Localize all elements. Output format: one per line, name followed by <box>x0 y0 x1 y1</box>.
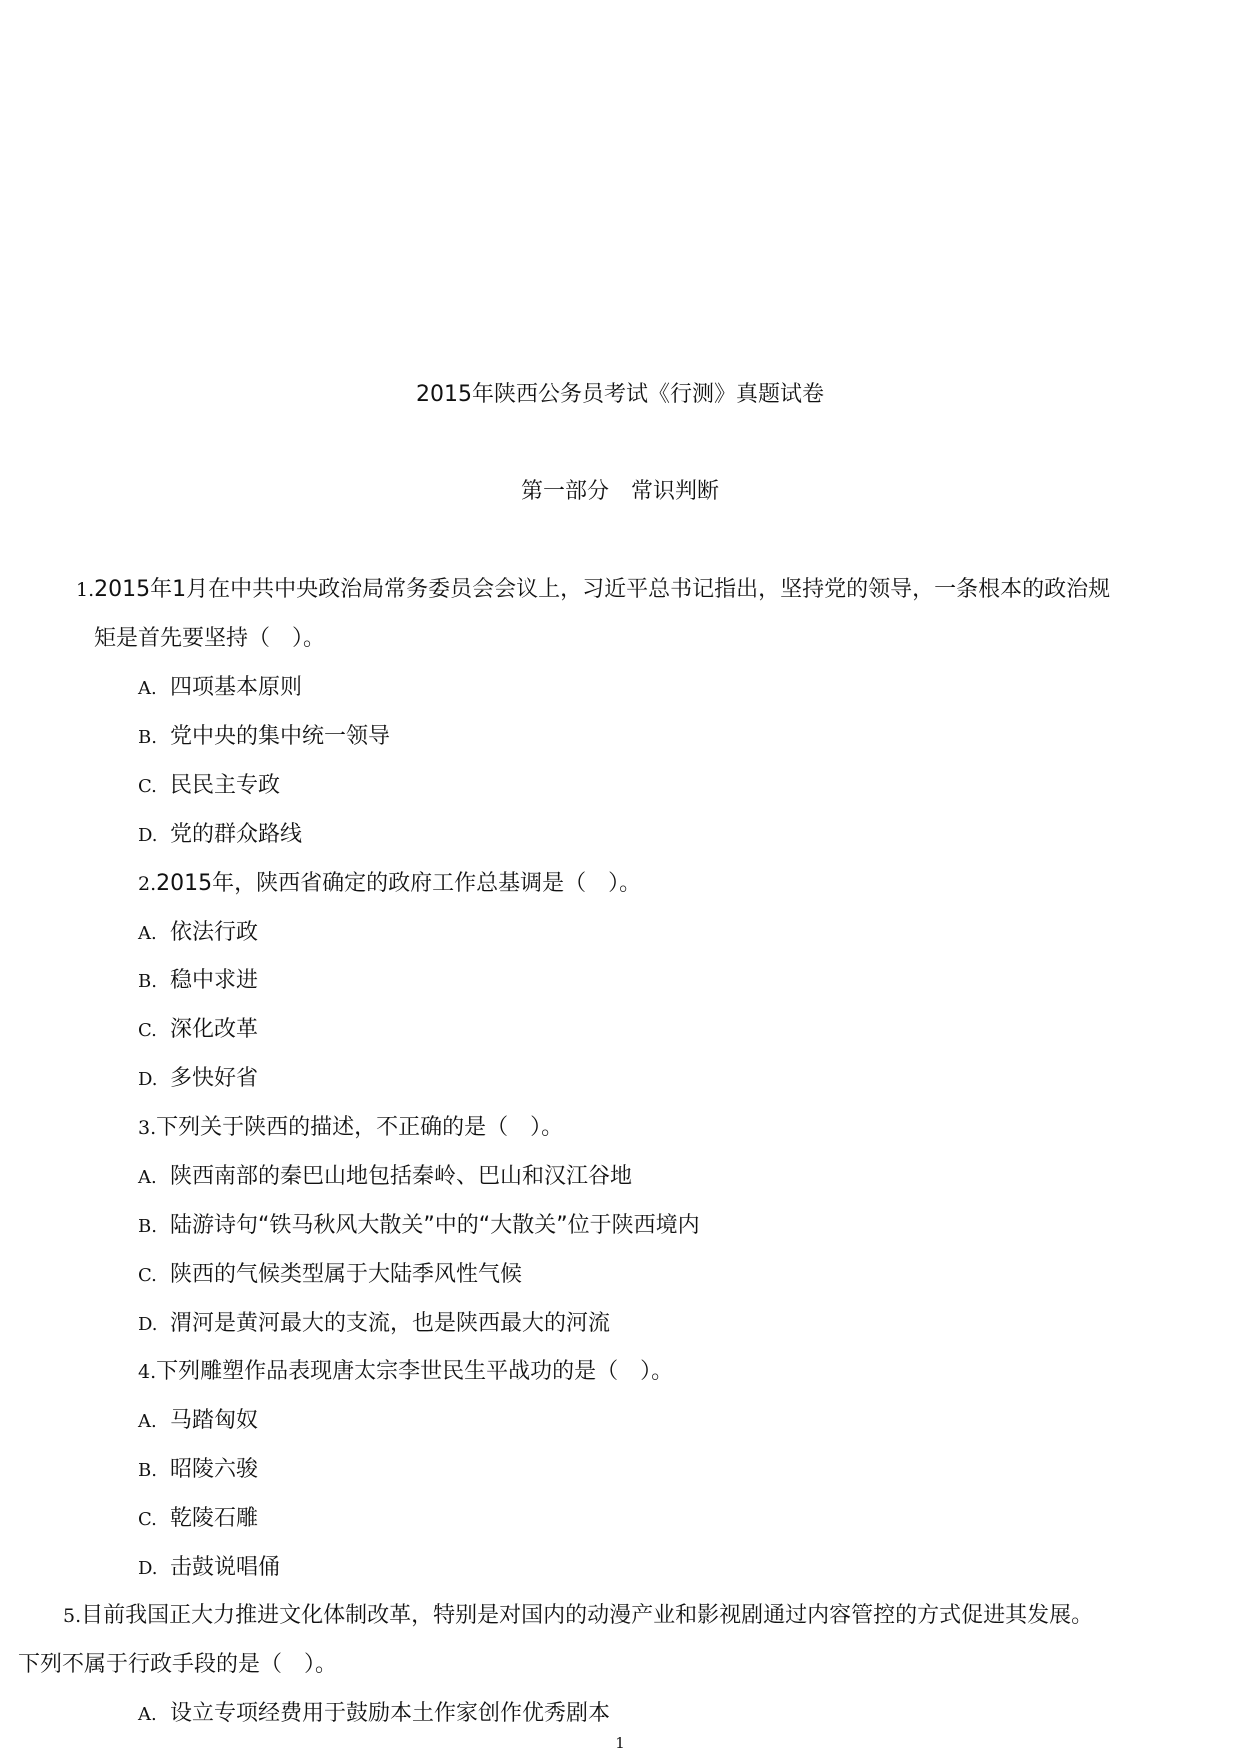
question-number: 4. <box>138 1361 157 1383</box>
option-text: 击鼓说唱俑 <box>170 1555 281 1580</box>
question-number: 1. <box>76 579 95 601</box>
option-1a <box>138 677 302 699</box>
option-letter: B. <box>138 1216 157 1237</box>
page-number: 1 <box>615 1734 625 1752</box>
option-text: 渭河是黄河最大的支流，也是陕西最大的河流 <box>170 1311 611 1336</box>
option-letter: B. <box>138 1460 157 1481</box>
question-text: 目前我国正大力推进文化体制改革，特别是对国内的动漫产业和影视剧通过内容管控的方式促进其发展。 <box>81 1603 1094 1628</box>
option-1c <box>138 775 280 797</box>
option-text: 稳中求进 <box>170 968 259 993</box>
option-3a <box>138 1166 632 1188</box>
option-3b <box>138 1215 700 1237</box>
option-text: 乾陵石雕 <box>170 1506 259 1531</box>
option-text: 多快好省 <box>170 1066 259 1091</box>
option-5a <box>138 1703 610 1725</box>
question-number: 5. <box>63 1605 82 1627</box>
option-letter: C. <box>138 1020 157 1041</box>
option-letter: B. <box>138 727 157 748</box>
option-4c <box>138 1508 258 1530</box>
option-3c <box>138 1264 522 1286</box>
option-2d <box>138 1068 258 1090</box>
option-text: 四项基本原则 <box>170 675 303 700</box>
option-letter: C. <box>138 1509 157 1530</box>
question-2 <box>138 873 641 895</box>
option-2c <box>138 1019 258 1041</box>
option-text: 陆游诗句“铁马秋风大散关”中的“大散关”位于陕西境内 <box>170 1213 700 1238</box>
option-letter: A. <box>138 1167 157 1188</box>
question-text: 下列关于陕西的描述，不正确的是（ ）。 <box>156 1115 564 1140</box>
option-text: 民民主专政 <box>170 773 281 798</box>
question-1-line-2: 矩是首先要坚持（ ）。 <box>94 626 326 651</box>
question-4 <box>138 1361 673 1383</box>
option-text: 依法行政 <box>170 920 259 945</box>
option-text: 昭陵六骏 <box>170 1457 259 1482</box>
section-heading: 第一部分 常识判断 <box>520 479 719 504</box>
option-letter: A. <box>138 923 157 944</box>
option-letter: A. <box>138 678 157 699</box>
question-3 <box>138 1117 563 1139</box>
option-3d <box>138 1313 610 1335</box>
question-text: 2015年1月在中共中央政治局常务委员会会议上，习近平总书记指出，坚持党的领导，一条根本的政治规 <box>94 577 1111 602</box>
document-title: 2015年陕西公务员考试《行测》真题试卷 <box>416 382 824 407</box>
question-text: 2015年，陕西省确定的政府工作总基调是（ ）。 <box>156 871 642 896</box>
option-letter: C. <box>138 776 157 797</box>
option-2a <box>138 922 258 944</box>
option-text: 党中央的集中统一领导 <box>170 724 391 749</box>
option-text: 陕西的气候类型属于大陆季风性气候 <box>170 1262 523 1287</box>
option-1d <box>138 824 302 846</box>
option-letter: B. <box>138 971 157 992</box>
option-letter: D. <box>138 1558 158 1579</box>
option-4a <box>138 1410 258 1432</box>
option-text: 深化改革 <box>170 1017 259 1042</box>
question-number: 3. <box>138 1117 157 1139</box>
option-letter: D. <box>138 825 158 846</box>
option-2b <box>138 970 258 992</box>
question-5-line-2: 下列不属于行政手段的是（ ）。 <box>18 1652 338 1677</box>
option-letter: D. <box>138 1069 158 1090</box>
option-4b <box>138 1459 258 1481</box>
option-letter: D. <box>138 1314 158 1335</box>
option-text: 陕西南部的秦巴山地包括秦岭、巴山和汉江谷地 <box>170 1164 633 1189</box>
option-letter: C. <box>138 1265 157 1286</box>
question-text: 下列雕塑作品表现唐太宗李世民生平战功的是（ ）。 <box>156 1359 674 1384</box>
question-5-line-1 <box>63 1605 1093 1627</box>
option-letter: A. <box>138 1411 157 1432</box>
option-letter: A. <box>138 1704 157 1725</box>
option-text: 设立专项经费用于鼓励本土作家创作优秀剧本 <box>170 1701 611 1726</box>
question-number: 2. <box>138 873 157 895</box>
option-text: 马踏匈奴 <box>170 1408 259 1433</box>
option-text: 党的群众路线 <box>170 822 303 847</box>
option-4d <box>138 1557 280 1579</box>
option-1b <box>138 726 390 748</box>
question-1-line-1 <box>76 579 1110 601</box>
